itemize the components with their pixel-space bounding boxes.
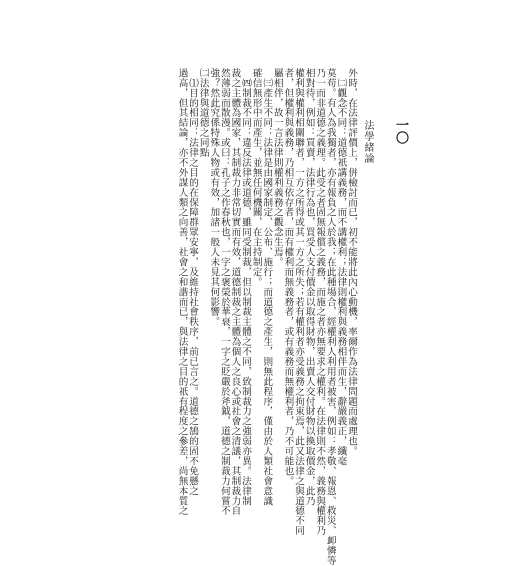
text-column: ⑴目的相同：法律之目的在保障群眾安寧，及維持社會秩序，前已言之。道德之鵠的固不免懸之: [187, 68, 199, 496]
text-column: 裁之主體為國家，其制裁力非常切實而有效，道德制裁之主體為個人之良心或社會之清議，其制裁力自: [229, 68, 241, 516]
text-column: 莫苟。有人為我獨者，亦有報負之人於我；在此種場合，經權利人利用者被害，例如：孝敬、報恩、救災、卹憐等: [324, 68, 336, 566]
text-column: 過高，但其結論，亦不外謀人類之向善，社會之和諧而已，與法律之目的祇有程度之參差，尚無本質之: [176, 68, 188, 516]
body-text: [82, 68, 357, 566]
text-column: 強？然此究係特殊人物或有效，加諸一般人未見其何影響。: [208, 68, 220, 327]
text-column: ㈢產生不同：法律是由國家制定、公布、施行；而道德之產生，則無此程序，僅由於人類社會意識: [261, 68, 273, 506]
text-column: ㈣制裁不同：違反法律或道德，雖同受制裁，但以制裁主體之不同，致制裁力之強弱亦異。法律制: [240, 68, 252, 506]
running-header-title: 法學緒論: [362, 120, 373, 164]
text-column: 確信無形中而產生，並無任何機關，在主持制定。: [250, 68, 262, 287]
text-column: 外時，在法律評價上，併檢討而已，初不能將此內心動機，率爾作為法律問題而處理也。: [346, 68, 357, 457]
text-column: 權利與權利相關聯者，一方之所得或其一方之所失；若有權利者亦受義務之拘束焉，此又法律之與道德不同: [293, 68, 305, 536]
text-column: 屬相伴，故一言法律則權利義務之觀念生焉。: [271, 68, 283, 267]
text-column: 乃一而非道德之義理。此受之者固無報償之義務，而施之者亦無要求之權利。在法律則不然，義務與權利乃: [314, 68, 326, 536]
text-column: 相對待，例如：買賣，法律行為也，買受人支付價金以取得財物，出賣人交付財物以換取價金，此乃: [303, 68, 315, 506]
section-heading: ㈡法律與道德之同點: [197, 68, 209, 158]
page-number: 一〇: [393, 118, 408, 144]
text-column: 者，但權利與義務，乃相互依存者，而有權利而無義務者，或有義務而無權利者，乃不可能也。: [282, 68, 294, 486]
text-column: ㈡觀念不同：道德祇講義務，而不講權利；法律則權利與義務相伴而生，辭嚴義正，纖毫: [335, 68, 347, 466]
text-column: 然薄弱而散漫。或曰：孔子之作春秋也，一字之褒榮於華衰，一字之貶嚴於斧鉞，道德之制裁力何嘗不: [218, 68, 230, 516]
